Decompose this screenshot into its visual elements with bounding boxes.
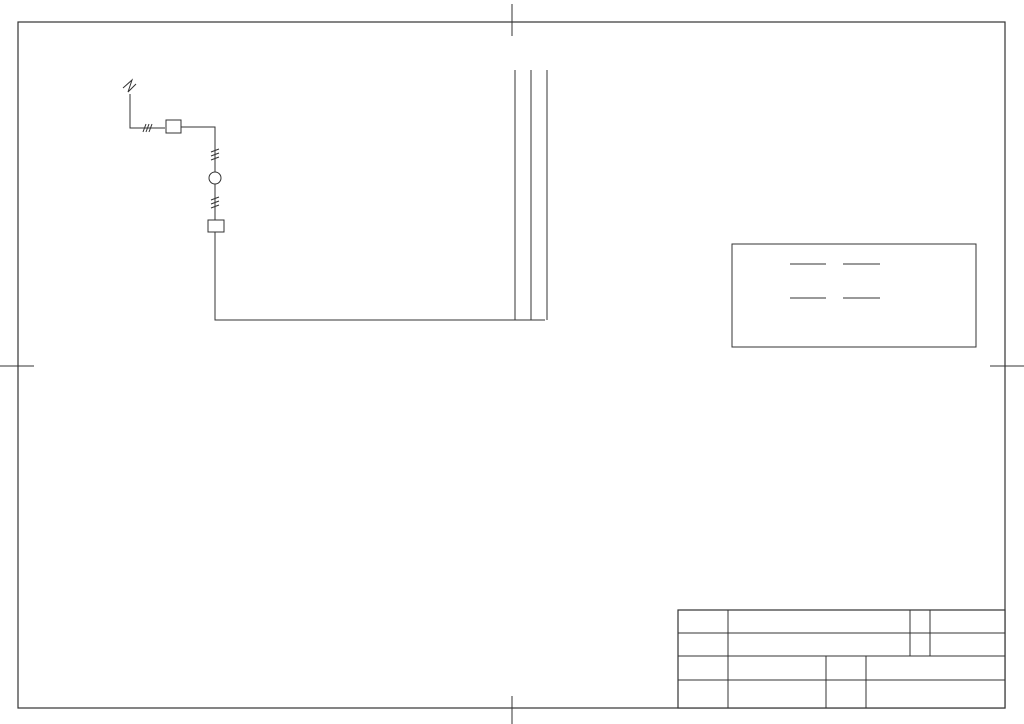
service-wire — [130, 94, 165, 128]
title-block — [678, 610, 1005, 708]
service-drop-symbol — [123, 80, 136, 92]
main-switch-symbol — [209, 172, 221, 184]
feeder-wire — [181, 127, 215, 172]
current-calculation-box — [732, 244, 976, 347]
elcb-symbol — [208, 220, 224, 232]
cable-run — [215, 232, 545, 320]
bus-bars — [515, 70, 547, 320]
panel-diagram — [123, 80, 545, 320]
watt-hour-meter — [166, 120, 181, 133]
